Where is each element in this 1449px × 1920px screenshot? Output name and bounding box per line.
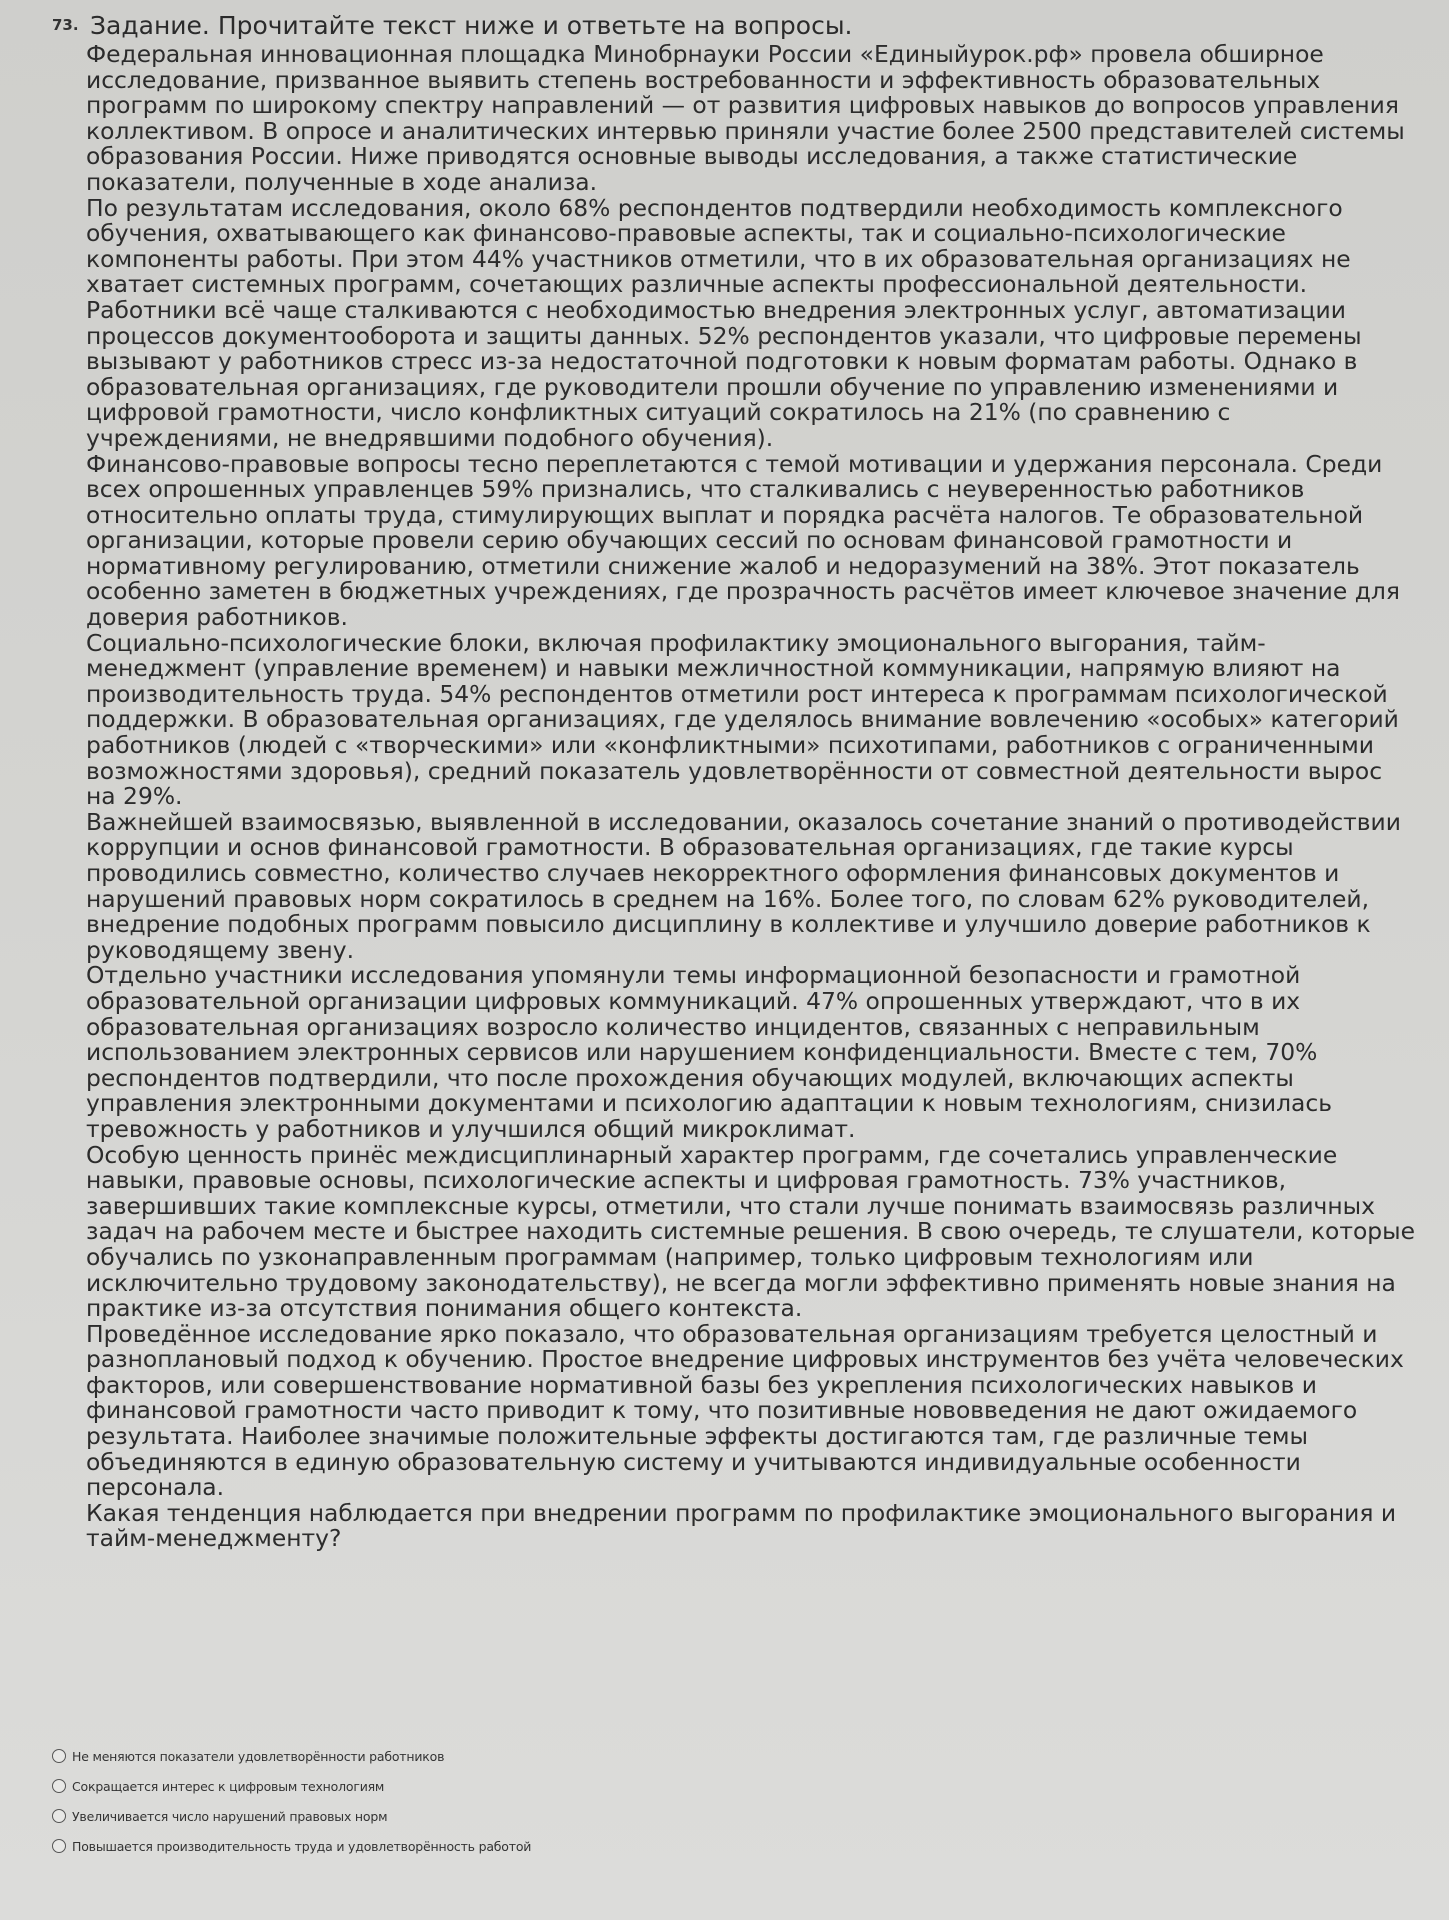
paragraph-8: Особую ценность принёс междисциплинарный характер программ, где сочетались управленческие навыки, правовые основы, психологические аспекты и цифровая грамотность. 73% участников, завершивших такие комплексные курсы, отметили, что стали лучше понимать взаимосвязь различных задач на рабочем месте и быстрее находить системные решения. В свою очередь, те слушатели, которые обучались по узконаправленным программам (например, только цифровым технологиям или исключительно трудовому законодательству), не всегда могли эффективно применять новые знания на практике из-за отсутствия понимания общего контекста. bbox=[86, 1140, 1415, 1323]
paragraph-5: Социально-психологические блоки, включая профилактику эмоционального выгорания, тайм-менеджмент (управление временем) и навыки межличностной коммуникации, напрямую влияют на производительность труда. 54% респондентов отметили рост интереса к программам психологической поддержки. В образовательная организациях, где уделялось внимание вовлечению «особых» категорий работников (людей с «творческими» или «конфликтными» психотипами, работников с ограниченными возможностями здоровья), средний показатель удовлетворённости от совместной деятельности вырос на 29%. bbox=[86, 628, 1399, 811]
radio-button-icon[interactable] bbox=[52, 1749, 66, 1763]
answer-option-4[interactable] bbox=[52, 1833, 952, 1859]
answer-option-label[interactable]: Повышается производительность труда и удовлетворённость работой bbox=[72, 1838, 532, 1854]
paragraph-9: Проведённое исследование ярко показало, что образовательная организациям требуется целостный и разноплановый подход к обучению. Простое внедрение цифровых инструментов без учёта человеческих факторов, или совершенствование нормативной базы без укрепления психологических навыков и финансовой грамотности часто приводит к тому, что позитивные нововведения не дают ожидаемого результата. Наиболее значимые положительные эффекты достигаются там, где различные темы объединяются в единую образовательную систему и учитываются индивидуальные особенности персонала. bbox=[86, 1319, 1404, 1502]
radio-button-icon[interactable] bbox=[52, 1839, 66, 1853]
answer-option-label[interactable]: Сокращается интерес к цифровым технологиям bbox=[72, 1778, 385, 1794]
paragraph-3: Работники всё чаще сталкиваются с необходимостью внедрения электронных услуг, автоматизации процессов документооборота и защиты данных. 52% респондентов указали, что цифровые перемены вызывают у работников стресс из-за недостаточной подготовки к новым форматам работы. Однако в образовательная организациях, где руководители прошли обучение по управлению изменениями и цифровой грамотности, число конфликтных ситуаций сократилось на 21% (по сравнению с учреждениями, не внедрявшими подобного обучения). bbox=[86, 295, 1362, 452]
answer-option-3[interactable] bbox=[52, 1803, 952, 1829]
paragraph-2: По результатам исследования, около 68% респондентов подтвердили необходимость комплексного обучения, охватывающего как финансово-правовые аспекты, так и социально-психологические компоненты работы. При этом 44% участников отметили, что в их образовательная организациях не хватает системных программ, сочетающих различные аспекты профессиональной деятельности. bbox=[86, 193, 1351, 299]
answer-option-label[interactable]: Увеличивается число нарушений правовых норм bbox=[72, 1808, 388, 1824]
paragraph-4: Финансово-правовые вопросы тесно переплетаются с темой мотивации и удержания персонала. Среди всех опрошенных управленцев 59% признались, что сталкивались с неуверенностью работников относительно оплаты труда, стимулирующих выплат и порядка расчёта налогов. Те образовательной организации, которые провели серию обучающих сессий по основам финансовой грамотности и нормативному регулированию, отметили снижение жалоб и недоразумений на 38%. Этот показатель особенно заметен в бюджетных учреждениях, где прозрачность расчётов имеет ключевое значение для доверия работников. bbox=[86, 449, 1400, 632]
paragraph-6: Важнейшей взаимосвязью, выявленной в исследовании, оказалось сочетание знаний о противодействии коррупции и основ финансовой грамотности. В образовательная организациях, где такие курсы проводились совместно, количество случаев некорректного оформления финансовых документов и нарушений правовых норм сократилось в среднем на 16%. Более того, по словам 62% руководителей, внедрение подобных программ повысило дисциплину в коллективе и улучшило доверие работников к руководящему звену. bbox=[86, 807, 1401, 964]
answer-option-2[interactable] bbox=[52, 1773, 952, 1799]
paragraph-1: Федеральная инновационная площадка Минобрнауки России «Единыйурок.рф» провела обширное исследование, призванное выявить степень востребованности и эффективность образовательных программ по широкому спектру направлений — от развития цифровых навыков до вопросов управления коллективом. В опросе и аналитических интервью приняли участие более 2500 представителей системы образования России. Ниже приводятся основные выводы исследования, а также статистические показатели, полученные в ходе анализа. bbox=[86, 40, 1405, 196]
radio-button-icon[interactable] bbox=[52, 1779, 66, 1793]
answer-option-label[interactable]: Не меняются показатели удовлетворённости работников bbox=[72, 1748, 445, 1764]
task-header: Задание. Прочитайте текст ниже и ответьте на вопросы. bbox=[90, 11, 853, 40]
question-text: Какая тенденция наблюдается при внедрении программ по профилактике эмоционального выгорания и тайм-менеджменту? bbox=[86, 1498, 1397, 1553]
radio-button-icon[interactable] bbox=[52, 1809, 66, 1823]
reading-text bbox=[86, 42, 1416, 1552]
task-number: 73. bbox=[52, 16, 79, 34]
paragraph-7: Отдельно участники исследования упомянули темы информационной безопасности и грамотной образовательной организации цифровых коммуникаций. 47% опрошенных утверждают, что в их образовательная организациях возросло количество инцидентов, связанных с неправильным использованием электронных сервисов или нарушением конфиденциальности. Вместе с тем, 70% респондентов подтвердили, что после прохождения обучающих модулей, включающих аспекты управления электронными документами и психологию адаптации к новым технологиям, снизилась тревожность у работников и улучшился общий микроклимат. bbox=[86, 961, 1332, 1143]
answer-options bbox=[52, 1743, 952, 1863]
answer-option-1[interactable] bbox=[52, 1743, 952, 1769]
